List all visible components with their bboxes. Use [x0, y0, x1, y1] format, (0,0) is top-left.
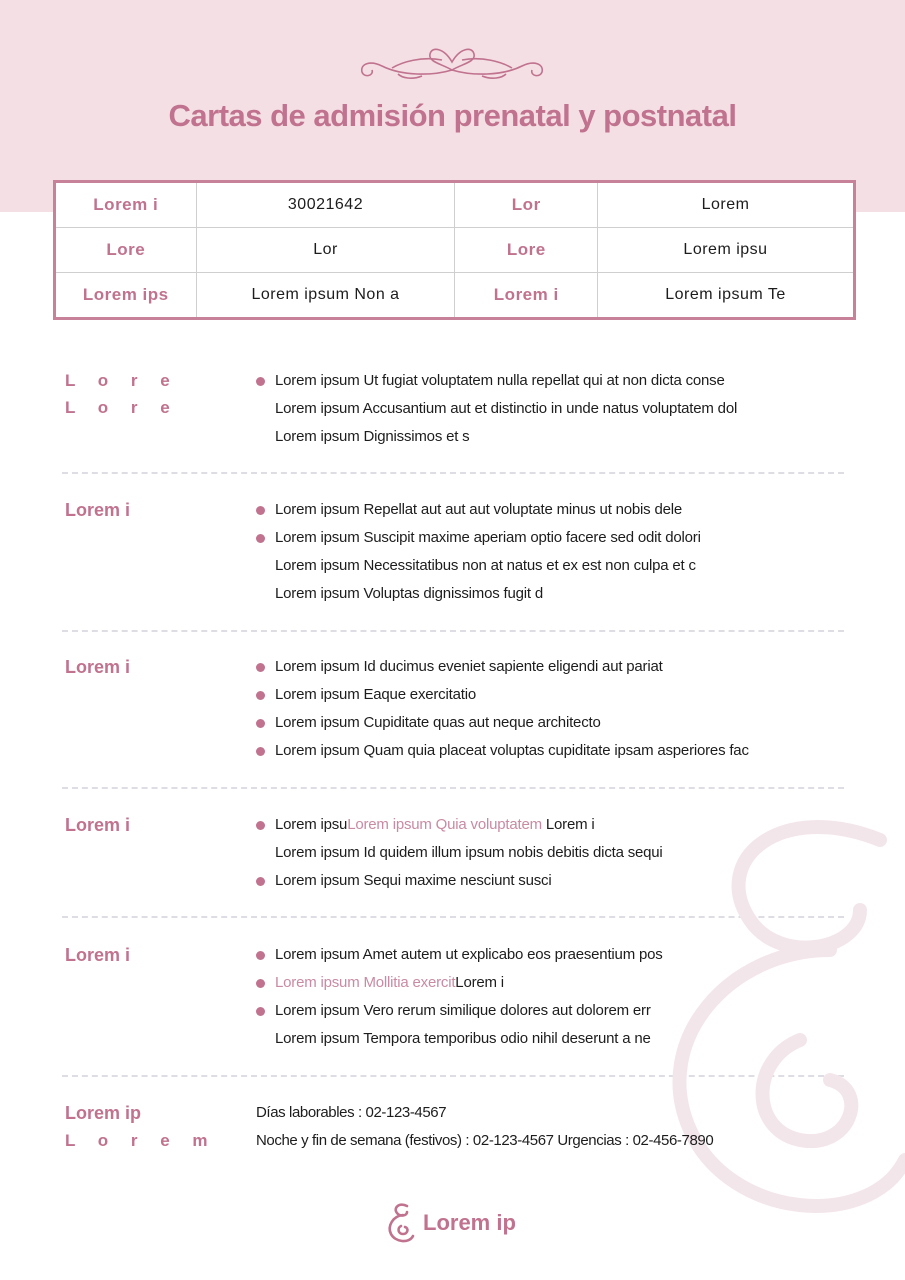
- info-label-cell: Lorem ips: [55, 273, 197, 319]
- section-label: [65, 497, 245, 524]
- brand-name: Lorem ip: [423, 1210, 516, 1235]
- watermark-swirl-icon: [630, 800, 905, 1240]
- bullet-dot-icon: [256, 663, 265, 672]
- info-value-cell: 30021642: [196, 182, 455, 228]
- item-text: Lorem ipsum Voluptas dignissimos fugit d: [275, 585, 543, 602]
- section-label-line: Lorem i: [65, 945, 131, 965]
- bullet-dot-icon: [256, 821, 265, 830]
- item-text: Lorem ipsum Necessitatibus non at natus et ex est non culpa et c: [275, 557, 696, 574]
- item-text: Lorem ipsum Repellat aut aut aut voluptate minus ut nobis dele: [275, 501, 683, 518]
- section-label: [65, 367, 245, 421]
- info-value-cell: Lor: [196, 228, 455, 273]
- contacts-label: [65, 1100, 245, 1154]
- item-text: Lorem ipsu: [275, 816, 348, 833]
- item-text: Lorem ipsum Ut fugiat voluptatem nulla repellat qui at non dicta conse: [275, 372, 725, 389]
- contact-weekends: Noche y fin de semana (festivos) : 02-123-4567 Urgencias : 02-456-7890: [256, 1132, 714, 1149]
- ornament-flourish-icon: [352, 40, 552, 84]
- bullet-dot-icon: [256, 377, 265, 386]
- info-label-cell: Lore: [55, 228, 197, 273]
- info-table: [53, 180, 856, 320]
- highlight-text: Lorem ipsum Mollitia exercit: [275, 974, 456, 991]
- item-text: Lorem ipsum Accusantium aut et distinctio in unde natus voluptatem dol: [275, 400, 738, 417]
- contacts-label-line: Lorem ip: [65, 1103, 142, 1123]
- highlight-text: Lorem ipsum Quia voluptatem: [347, 816, 542, 833]
- item-text: Lorem ipsum Tempora temporibus odio nihil deserunt a ne: [275, 1030, 651, 1047]
- brand-swirl-icon: [385, 1200, 421, 1246]
- item-text: Lorem ipsum Id ducimus eveniet sapiente eligendi aut pariat: [275, 658, 663, 675]
- contacts-label-line: L o r e m: [65, 1131, 217, 1150]
- bullet-dot-icon: [256, 691, 265, 700]
- item-text: Lorem ipsum Id quidem illum ipsum nobis debitis dicta sequi: [275, 844, 663, 861]
- item-text: Lorem ipsum Dignissimos et s: [275, 428, 470, 445]
- contacts-list: [256, 1099, 816, 1155]
- bullet-dot-icon: [256, 719, 265, 728]
- info-label-cell: Lor: [455, 182, 598, 228]
- list-item: [256, 395, 836, 423]
- info-label-cell: Lorem i: [455, 273, 598, 319]
- item-text: Lorem ipsum Amet autem ut explicabo eos praesentium pos: [275, 946, 663, 963]
- list-item: [256, 524, 836, 552]
- section-divider: [62, 472, 844, 474]
- list-item: [256, 367, 836, 395]
- section-label-line: L o r e: [65, 371, 179, 390]
- section-label: [65, 812, 245, 839]
- item-text: Lorem ipsum Eaque exercitatio: [275, 686, 476, 703]
- list-item: [256, 709, 836, 737]
- section-label: [65, 942, 245, 969]
- section-label-line: Lorem i: [65, 657, 131, 677]
- item-text: Lorem ipsum Suscipit maxime aperiam optio facere sed odit dolori: [275, 529, 701, 546]
- bullet-dot-icon: [256, 747, 265, 756]
- info-table-row: [55, 228, 855, 273]
- bullet-dot-icon: [256, 506, 265, 515]
- section-divider: [62, 630, 844, 632]
- item-text: Lorem ipsum Quam quia placeat voluptas cupiditate ipsam asperiores fac: [275, 742, 749, 759]
- item-text: Lorem ipsum Vero rerum similique dolores aut dolorem err: [275, 1002, 651, 1019]
- info-table-row: [55, 273, 855, 319]
- bullet-dot-icon: [256, 1007, 265, 1016]
- section-label: [65, 654, 245, 681]
- section-item-list: [256, 367, 836, 451]
- info-table-row: [55, 182, 855, 228]
- list-item: [256, 552, 836, 580]
- list-item: [256, 737, 836, 765]
- info-value-cell: Lorem ipsum Non a: [196, 273, 455, 319]
- section-divider: [62, 787, 844, 789]
- section-label-line: Lorem i: [65, 500, 131, 520]
- list-item: [256, 496, 836, 524]
- brand-logo: [385, 1200, 545, 1246]
- bullet-dot-icon: [256, 534, 265, 543]
- bullet-dot-icon: [256, 877, 265, 886]
- item-text: Lorem i: [455, 974, 504, 991]
- item-text: Lorem ipsum Sequi maxime nesciunt susci: [275, 872, 552, 889]
- contact-weekdays: Días laborables : 02-123-4567: [256, 1104, 447, 1121]
- section-label-line: Lorem i: [65, 815, 131, 835]
- section-item-list: [256, 496, 836, 608]
- bullet-dot-icon: [256, 979, 265, 988]
- bullet-dot-icon: [256, 951, 265, 960]
- page-title: Cartas de admisión prenatal y postnatal: [168, 98, 737, 133]
- list-item: [256, 681, 836, 709]
- info-value-cell: Lorem: [598, 182, 855, 228]
- info-label-cell: Lore: [455, 228, 598, 273]
- list-item: [256, 423, 836, 451]
- list-item: [256, 653, 836, 681]
- section-label-line: L o r e: [65, 398, 179, 417]
- info-value-cell: Lorem ipsu: [598, 228, 855, 273]
- info-label-cell: Lorem i: [55, 182, 197, 228]
- section-item-list: [256, 653, 836, 765]
- item-text: Lorem i: [541, 816, 595, 833]
- item-text: Lorem ipsum Cupiditate quas aut neque architecto: [275, 714, 601, 731]
- list-item: [256, 580, 836, 608]
- info-value-cell: Lorem ipsum Te: [598, 273, 855, 319]
